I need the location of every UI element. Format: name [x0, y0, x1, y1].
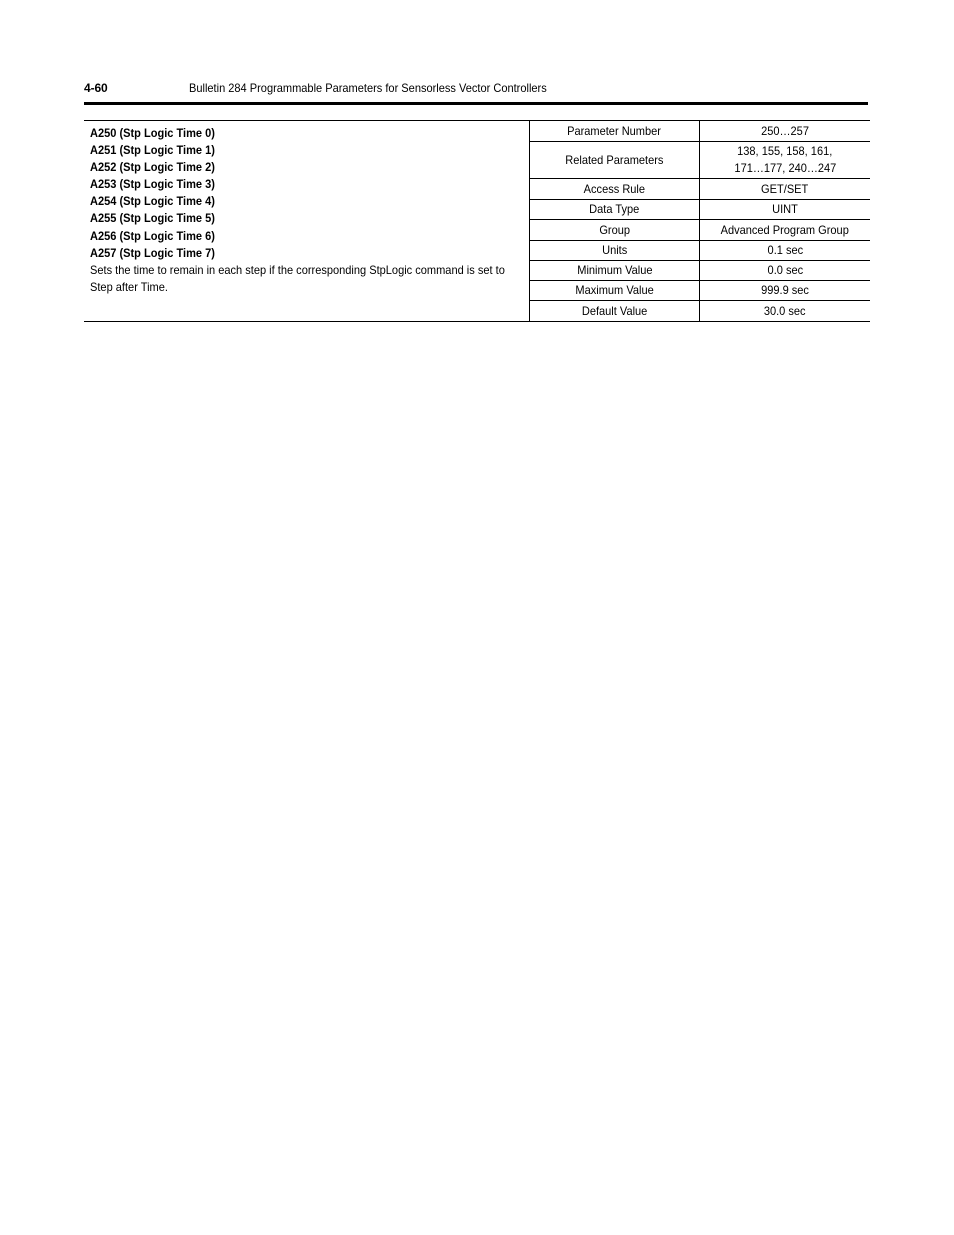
parameter-name: A256 (Stp Logic Time 6) — [90, 228, 215, 243]
parameter-description-column — [84, 121, 530, 321]
property-value: GET/SET — [761, 181, 809, 196]
property-label: Related Parameters — [530, 142, 700, 178]
property-value: 250…257 — [761, 123, 809, 138]
parameter-properties — [530, 121, 870, 321]
parameter-name: A253 (Stp Logic Time 3) — [90, 177, 215, 192]
parameter-description: Sets the time to remain in each step if the corresponding StpLogic command is set to Step after Time. — [90, 263, 505, 294]
property-row-minimum-value — [530, 261, 870, 281]
property-label: Parameter Number — [530, 121, 700, 141]
property-row-access-rule — [530, 179, 870, 200]
page-title: Bulletin 284 Programmable Parameters for Sensorless Vector Controllers — [189, 81, 547, 95]
property-value: 999.9 sec — [761, 283, 809, 297]
property-label: Default Value — [530, 301, 700, 321]
property-label: Group — [530, 220, 700, 240]
parameter-name: A250 (Stp Logic Time 0) — [90, 126, 215, 140]
parameter-name: A255 (Stp Logic Time 5) — [90, 211, 215, 226]
property-value: 0.1 sec — [767, 243, 803, 257]
property-row-parameter-number — [530, 121, 870, 142]
page-number: 4-60 — [84, 81, 108, 95]
property-row-maximum-value — [530, 281, 870, 301]
property-label: Maximum Value — [530, 281, 700, 300]
property-value: Advanced Program Group — [720, 222, 850, 237]
parameter-name: A257 (Stp Logic Time 7) — [90, 245, 215, 260]
property-row-related-parameters — [530, 142, 870, 179]
property-label: Units — [530, 241, 700, 260]
property-row-default-value — [530, 301, 870, 321]
property-row-units — [530, 241, 870, 261]
property-label: Access Rule — [530, 179, 700, 199]
parameter-name-list — [90, 125, 226, 262]
page-header — [84, 80, 868, 105]
parameter-name: A254 (Stp Logic Time 4) — [90, 194, 215, 209]
property-value: 30.0 sec — [764, 303, 806, 318]
parameter-name: A251 (Stp Logic Time 1) — [90, 143, 215, 158]
property-label: Data Type — [530, 200, 700, 219]
property-value: UINT — [772, 202, 798, 216]
property-value: 0.0 sec — [767, 263, 803, 277]
property-value: 138, 155, 158, 161, 171…177, 240…247 — [734, 144, 836, 175]
parameter-name: A252 (Stp Logic Time 2) — [90, 160, 215, 175]
property-label: Minimum Value — [530, 261, 700, 280]
property-row-group — [530, 220, 870, 241]
property-row-data-type — [530, 200, 870, 220]
parameter-table — [84, 120, 870, 322]
